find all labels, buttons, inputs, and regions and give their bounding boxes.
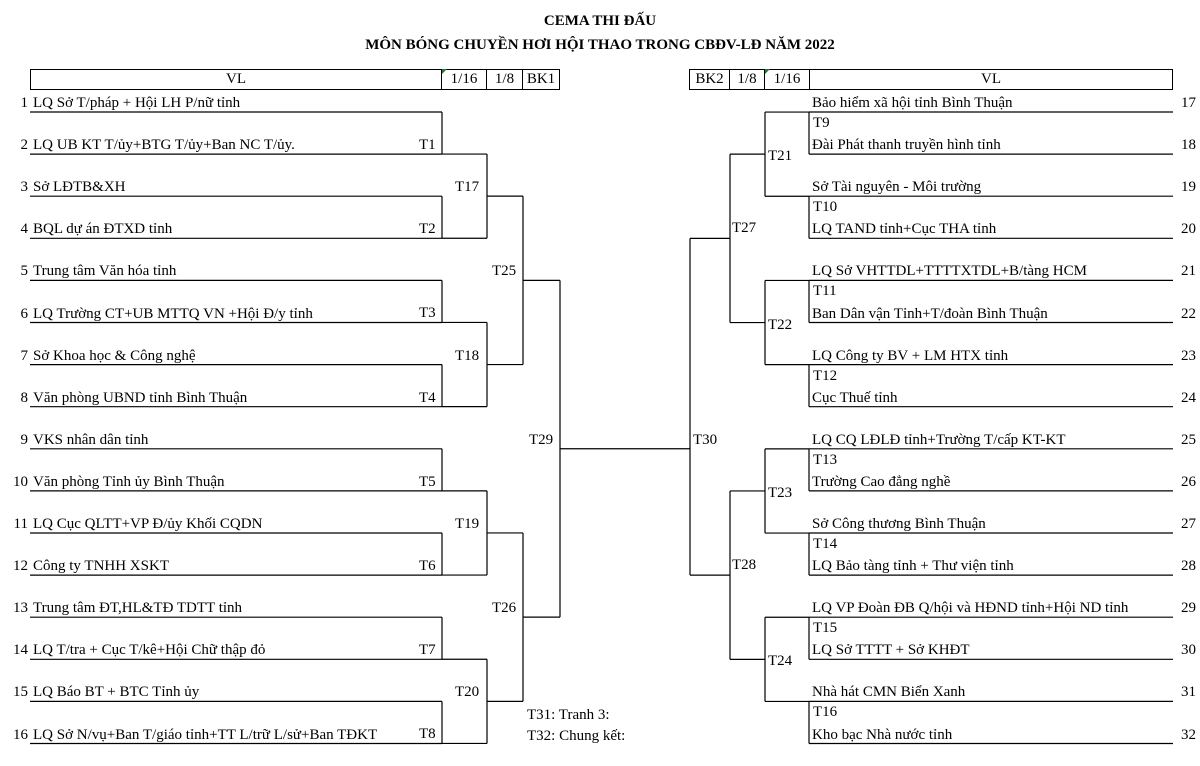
team-name: LQ Sở VHTTDL+TTTTXTDL+B/tàng HCM <box>812 263 1087 280</box>
team-name: LQ T/tra + Cục T/kê+Hội Chữ thập đỏ <box>33 642 266 659</box>
team-number: 27 <box>1181 516 1196 532</box>
header-right-bk2: BK2 <box>689 69 730 90</box>
match-label: T29 <box>529 431 554 448</box>
team-number: 23 <box>1181 347 1196 364</box>
header-right-1-16: 1/16 <box>764 69 810 90</box>
team-name: LQ Báo BT + BTC Tỉnh ủy <box>33 684 200 701</box>
match-label: T27 <box>732 220 757 237</box>
team-number: 5 <box>20 263 28 280</box>
match-label: T9 <box>813 115 830 132</box>
match-label: T4 <box>419 389 436 406</box>
match-label: T21 <box>768 148 793 165</box>
team-name: Trường Cao đẳng nghề <box>812 473 951 490</box>
header-left-bk1: BK1 <box>522 69 560 90</box>
header-right-1-8: 1/8 <box>729 69 765 90</box>
team-number: 20 <box>1181 221 1196 238</box>
team-name: Sở Khoa học & Công nghệ <box>33 347 196 364</box>
match-label: T23 <box>768 484 793 501</box>
team-name: LQ Bảo tàng tỉnh + Thư viện tỉnh <box>812 558 1014 575</box>
team-number: 17 <box>1181 95 1196 111</box>
match-label: T14 <box>813 536 838 553</box>
team-name: Ban Dân vận Tỉnh+T/đoàn Bình Thuận <box>812 305 1048 322</box>
team-number: 11 <box>13 516 28 532</box>
title-line-1: CEMA THI ĐẤU <box>543 13 657 29</box>
match-label: T30 <box>693 431 718 448</box>
header-left-1-8: 1/8 <box>486 69 523 90</box>
team-name: LQ Sở TTTT + Sở KHĐT <box>812 642 970 659</box>
team-name: Công ty TNHH XSKT <box>33 558 169 575</box>
team-name: LQ Công ty BV + LM HTX tỉnh <box>812 347 1009 364</box>
match-label: T25 <box>492 263 517 280</box>
match-label: T12 <box>813 367 838 384</box>
team-number: 15 <box>13 684 28 701</box>
match-label: T8 <box>419 726 436 743</box>
match-label: T11 <box>813 283 837 300</box>
team-number: 16 <box>13 726 28 743</box>
team-name: LQ Cục QLTT+VP Đ/ủy Khối CQDN <box>33 516 263 532</box>
team-name: Văn phòng UBND tỉnh Bình Thuận <box>33 389 248 406</box>
match-label: T20 <box>455 684 480 701</box>
team-name: Nhà hát CMN Biển Xanh <box>812 684 966 701</box>
team-number: 31 <box>1181 684 1196 701</box>
match-label: T26 <box>492 600 517 617</box>
team-name: Sở Tài nguyên - Môi trường <box>812 179 982 196</box>
note-final: T32: Chung kết: <box>527 728 626 744</box>
team-name: LQ Sở N/vụ+Ban T/giáo tỉnh+TT L/trữ L/sử+Ban TĐKT <box>33 726 378 743</box>
team-number: 8 <box>20 389 28 406</box>
match-label: T15 <box>813 620 838 637</box>
team-number: 21 <box>1181 263 1196 280</box>
team-name: Đài Phát thanh truyền hình tỉnh <box>812 137 1001 154</box>
team-number: 4 <box>20 221 28 238</box>
team-name: Bảo hiểm xã hội tỉnh Bình Thuận <box>812 95 1013 111</box>
team-name: LQ CQ LĐLĐ tỉnh+Trường T/cấp KT-KT <box>812 431 1066 448</box>
header-right-vl: VL <box>809 69 1173 90</box>
team-number: 7 <box>20 347 28 364</box>
team-name: BQL dự án ĐTXD tỉnh <box>33 221 173 238</box>
team-name: LQ VP Đoàn ĐB Q/hội và HĐND tỉnh+Hội ND tỉnh <box>812 600 1129 617</box>
team-name: VKS nhân dân tỉnh <box>33 431 149 448</box>
team-number: 13 <box>13 600 28 617</box>
match-label: T28 <box>732 557 757 574</box>
team-number: 29 <box>1181 600 1196 617</box>
team-number: 32 <box>1181 726 1196 743</box>
team-number: 22 <box>1181 305 1196 322</box>
match-label: T1 <box>419 137 436 154</box>
team-number: 30 <box>1181 642 1196 659</box>
team-name: LQ Sở T/pháp + Hội LH P/nữ tỉnh <box>33 95 241 111</box>
team-number: 25 <box>1181 431 1196 448</box>
match-label: T19 <box>455 515 480 532</box>
header-left-vl: VL <box>30 69 442 90</box>
team-number: 24 <box>1181 389 1196 406</box>
team-number: 18 <box>1181 137 1196 154</box>
match-label: T22 <box>768 316 793 333</box>
team-number: 3 <box>20 179 28 196</box>
team-number: 19 <box>1181 179 1196 196</box>
match-label: T5 <box>419 473 436 490</box>
team-name: Trung tâm Văn hóa tỉnh <box>33 263 177 280</box>
team-name: LQ TAND tỉnh+Cục THA tỉnh <box>812 221 997 238</box>
team-name: LQ UB KT T/ủy+BTG T/ủy+Ban NC T/ủy. <box>33 137 295 154</box>
match-label: T16 <box>813 704 838 721</box>
match-label: T13 <box>813 451 838 468</box>
header-left-1-16: 1/16 <box>441 69 487 90</box>
match-label: T10 <box>813 199 838 216</box>
match-label: T2 <box>419 221 436 238</box>
team-name: LQ Trường CT+UB MTTQ VN +Hội Đ/y tỉnh <box>33 305 313 322</box>
team-number: 9 <box>20 431 28 448</box>
team-name: Sở LĐTB&XH <box>33 179 126 196</box>
match-label: T17 <box>455 179 480 196</box>
title-line-2: MÔN BÓNG CHUYỀN HƠI HỘI THAO TRONG CBĐV-LĐ NĂM 2022 <box>365 37 835 53</box>
team-number: 28 <box>1181 558 1196 575</box>
team-number: 2 <box>20 137 28 154</box>
match-label: T6 <box>419 558 436 575</box>
team-number: 14 <box>13 642 28 659</box>
team-name: Trung tâm ĐT,HL&TĐ TDTT tỉnh <box>33 600 243 617</box>
team-name: Kho bạc Nhà nước tỉnh <box>812 726 953 743</box>
team-name: Cục Thuế tỉnh <box>812 389 898 406</box>
match-label: T7 <box>419 642 436 659</box>
team-number: 1 <box>20 95 28 111</box>
team-number: 10 <box>13 473 28 490</box>
team-number: 26 <box>1181 473 1196 490</box>
team-number: 12 <box>13 558 28 575</box>
match-label: T18 <box>455 347 480 364</box>
match-label: T3 <box>419 305 436 322</box>
team-number: 6 <box>20 305 28 322</box>
note-third-place: T31: Tranh 3: <box>527 707 610 723</box>
team-name: Văn phòng Tỉnh ủy Bình Thuận <box>33 473 225 490</box>
team-name: Sở Công thương Bình Thuận <box>812 516 986 532</box>
match-label: T24 <box>768 653 793 670</box>
